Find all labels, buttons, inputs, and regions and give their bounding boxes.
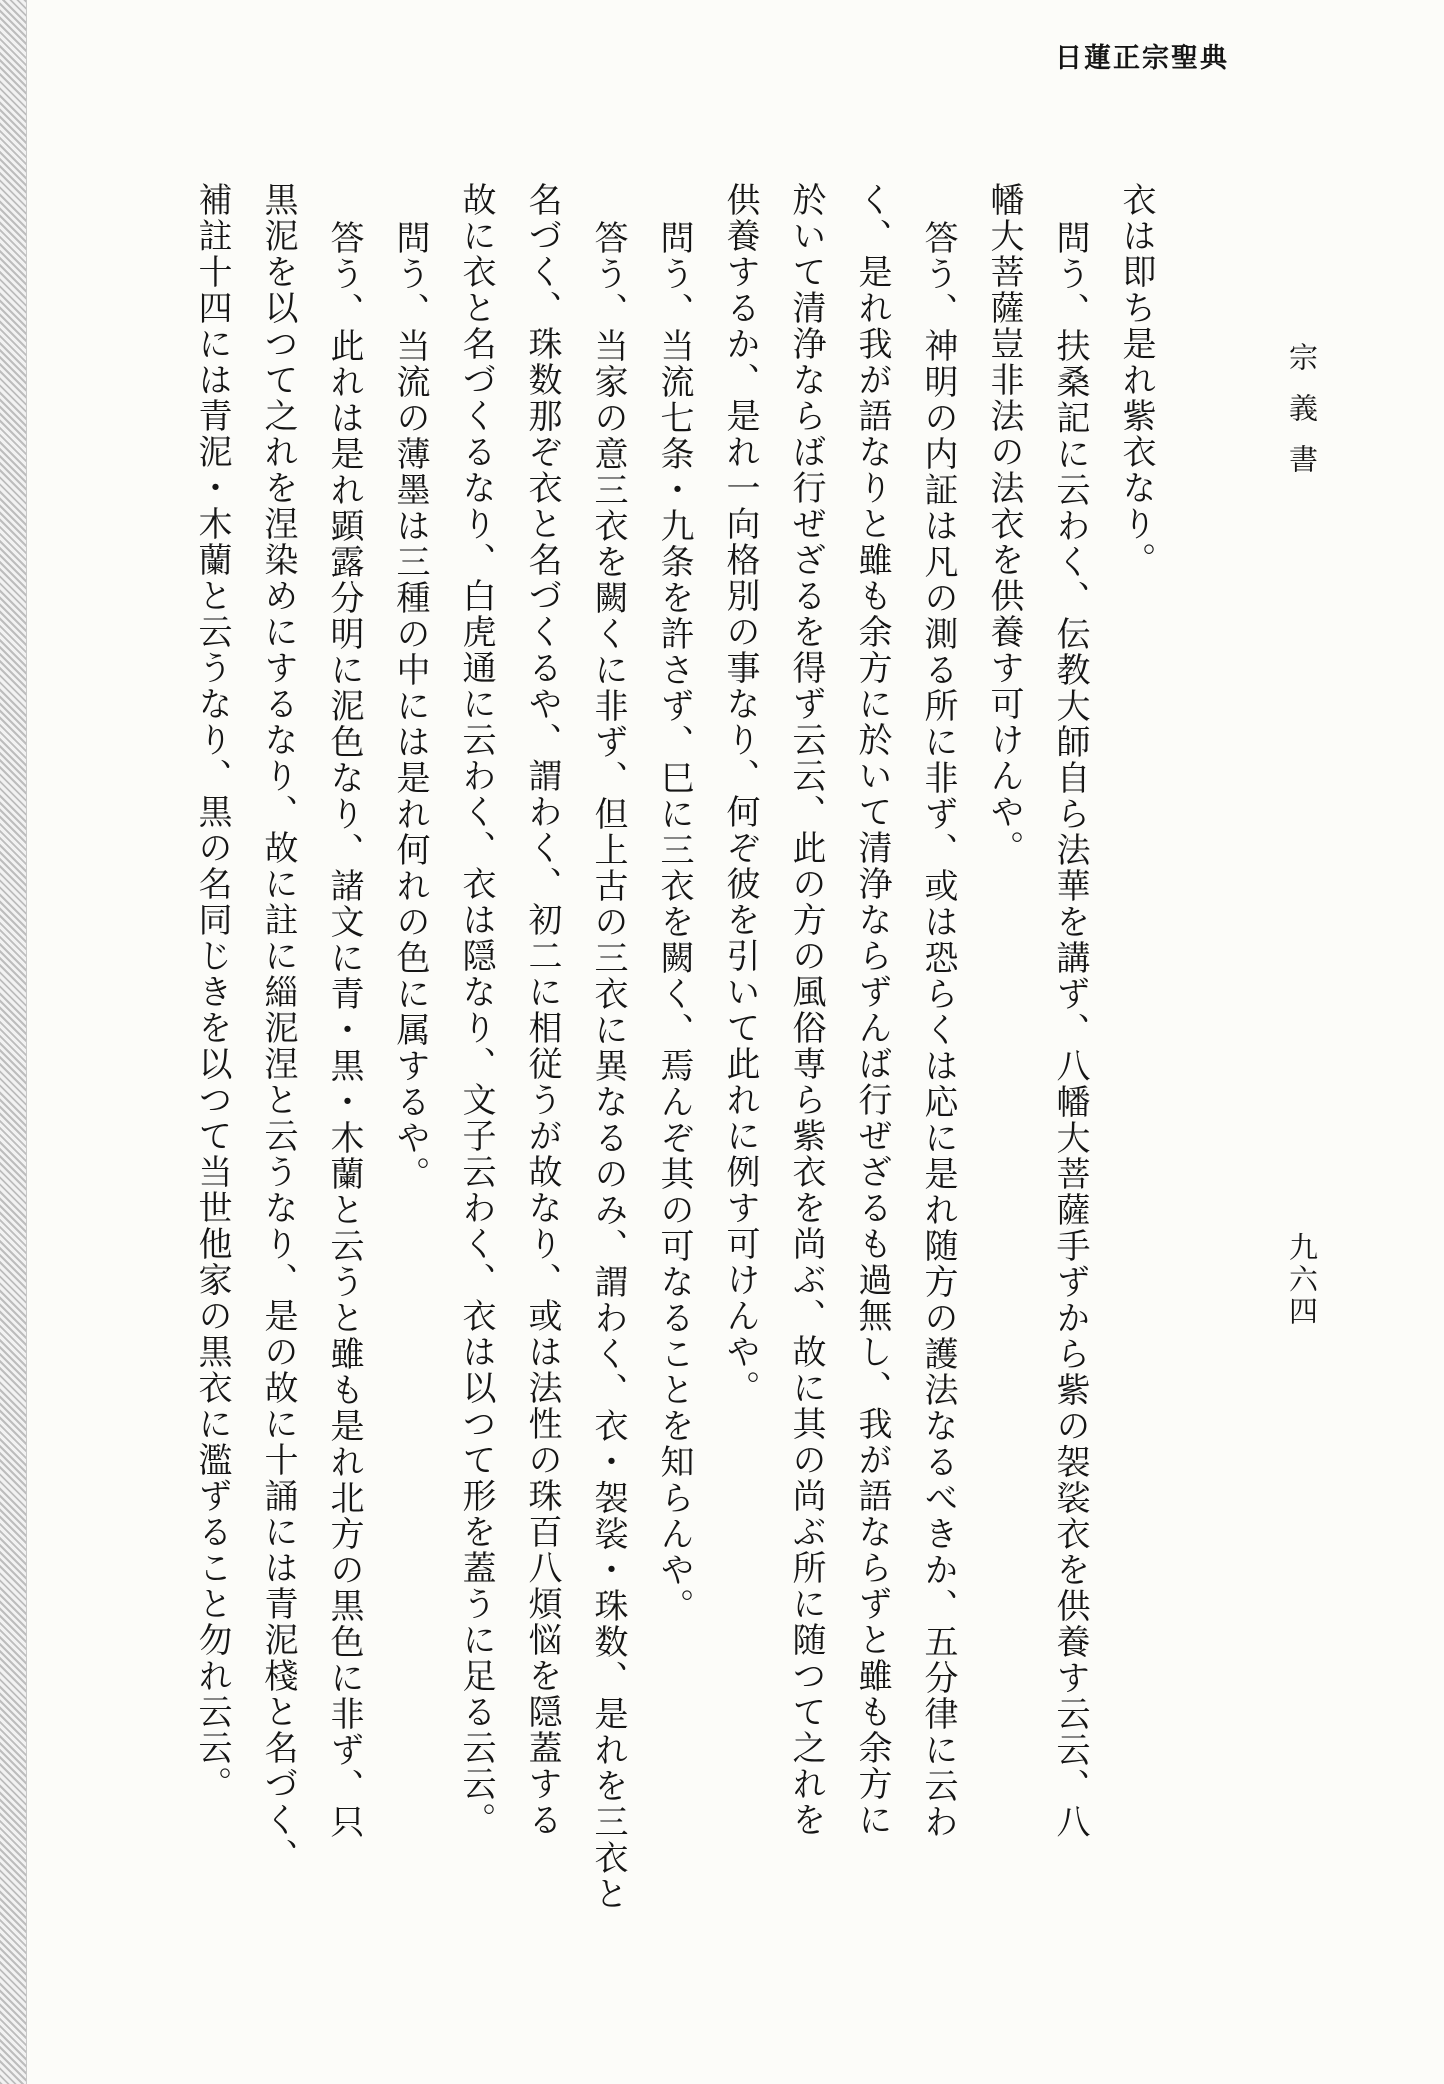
text-line-4: 答う、神明の内証は凡の測る所に非ず、或は恐らくは応に是れ随方の護法なるべきか、五分律に云わ bbox=[918, 220, 958, 1840]
text-line-1: 衣は即ち是れ紫衣なり。 bbox=[1116, 182, 1156, 578]
text-line-15: 補註十四には青泥・木蘭と云うなり、黒の名同じきを以つて当世他家の黒衣に濫ずること勿れ云云。 bbox=[192, 182, 232, 1802]
text-line-2: 問う、扶桑記に云わく、伝教大師自ら法華を講ず、八幡大菩薩手ずから紫の袈裟衣を供養す云云、八 bbox=[1050, 220, 1090, 1840]
text-line-8: 問う、当流七条・九条を許さず、巳に三衣を闕く、焉んぞ其の可なることを知らんや。 bbox=[654, 220, 694, 1624]
text-line-5: く、是れ我が語なりと雖も余方に於いて清浄ならずんば行ぜざるも過無し、我が語ならずと雖も余方に bbox=[852, 182, 892, 1838]
text-line-10: 名づく、珠数那ぞ衣と名づくるや、謂わく、初二に相従うが故なり、或は法性の珠百八煩悩を隠蓋する bbox=[522, 182, 562, 1838]
binding-edge-shadow bbox=[0, 0, 27, 2084]
text-line-12: 問う、当流の薄墨は三種の中には是れ何れの色に属するや。 bbox=[390, 220, 430, 1192]
text-line-11: 故に衣と名づくるなり、白虎通に云わく、衣は隠なり、文子云わく、衣は以つて形を蓋うに足る云云。 bbox=[456, 182, 496, 1838]
vertical-text-body bbox=[178, 182, 1178, 1912]
text-line-7: 供養するか、是れ一向格別の事なり、何ぞ彼を引いて此れに例す可けんや。 bbox=[720, 182, 760, 1406]
running-head-title: 宗義書 bbox=[1285, 342, 1319, 495]
book-title: 日蓮正宗聖典 bbox=[1055, 43, 1229, 74]
text-line-14: 黒泥を以つて之れを涅染めにするなり、故に註に緇泥涅と云うなり、是の故に十誦には青泥棧と名づく、 bbox=[258, 182, 298, 1874]
text-line-6: 於いて清浄ならば行ぜざるを得ず云云、此の方の風俗専ら紫衣を尚ぶ、故に其の尚ぶ所に随つて之れを bbox=[786, 182, 826, 1838]
text-line-13: 答う、此れは是れ顕露分明に泥色なり、諸文に青・黒・木蘭と云うと雖も是れ北方の黒色に非ず、只 bbox=[324, 220, 364, 1840]
text-line-9: 答う、当家の意三衣を闕くに非ず、但上古の三衣に異なるのみ、謂わく、衣・袈裟・珠数、是れを三衣と bbox=[588, 220, 628, 1912]
text-line-3: 幡大菩薩豈非法の法衣を供養す可けんや。 bbox=[984, 182, 1024, 866]
page-number: 九六四 bbox=[1285, 1232, 1319, 1328]
